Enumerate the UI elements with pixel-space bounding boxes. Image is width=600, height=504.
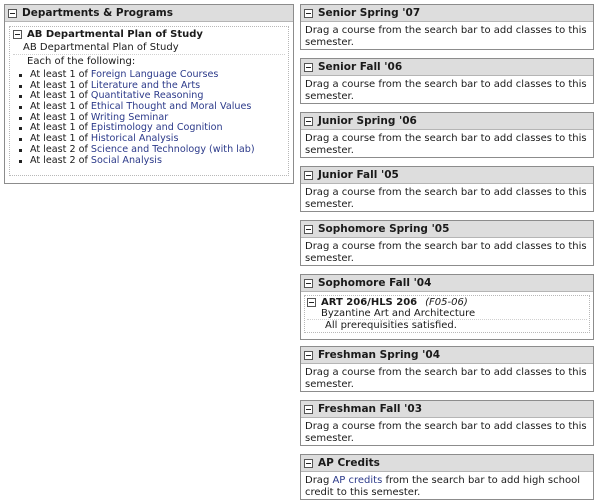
requirement-prefix: At least 1 of [30, 111, 91, 123]
semester-title: Freshman Fall '03 [318, 403, 423, 415]
requirement-prefix: At least 1 of [30, 122, 91, 134]
ap-credits-header [301, 455, 593, 472]
semester-drop-hint: Drag a course from the search bar to add classes to this semester. [305, 79, 587, 102]
requirement-prefix: At least 1 of [30, 90, 91, 102]
requirement-prefix: At least 2 of [30, 143, 91, 155]
collapse-icon[interactable] [304, 9, 313, 18]
course-term: (F05-06) [425, 297, 468, 308]
semester-header [301, 113, 593, 130]
semester-drop-hint: Drag a course from the search bar to add classes to this semester. [305, 421, 587, 444]
semester-header [301, 5, 593, 22]
semester-panel-sophomore-spring-05[interactable] [300, 220, 594, 266]
departments-panel [4, 4, 294, 184]
semester-header [301, 167, 593, 184]
requirement-link[interactable]: Foreign Language Courses [90, 69, 219, 80]
semester-drop-hint: Drag a course from the search bar to add classes to this semester. [305, 133, 587, 156]
semester-drop-hint: Drag a course from the search bar to add classes to this semester. [305, 25, 587, 48]
semester-panel-freshman-fall-03[interactable] [300, 400, 594, 446]
collapse-icon[interactable] [304, 279, 313, 288]
semester-drop-hint: Drag a course from the search bar to add classes to this semester. [305, 241, 587, 264]
ap-credits-title: AP Credits [318, 457, 380, 469]
semester-title: Junior Fall '05 [318, 169, 399, 181]
ap-text-before: Drag [305, 475, 333, 486]
semester-drop-hint: Drag a course from the search bar to add classes to this semester. [305, 187, 587, 210]
collapse-icon[interactable] [304, 171, 313, 180]
course-name: Byzantine Art and Architecture [307, 308, 587, 320]
collapse-icon[interactable] [304, 63, 313, 72]
plan-instruction: Each of the following: [27, 56, 136, 67]
plan-header [13, 29, 285, 40]
semester-header [301, 59, 593, 76]
departments-header [5, 5, 293, 22]
semester-title: Sophomore Spring '05 [318, 223, 450, 235]
requirement-link[interactable]: Literature and the Arts [90, 79, 201, 91]
course-header [307, 297, 587, 308]
requirement-link[interactable]: Writing Seminar [90, 111, 169, 123]
semester-title: Junior Spring '06 [318, 115, 417, 127]
collapse-icon[interactable] [304, 459, 313, 468]
requirement-link[interactable]: Ethical Thought and Moral Values [90, 101, 252, 113]
semester-panel-senior-spring-07[interactable] [300, 4, 594, 50]
requirement-link[interactable]: Science and Technology (with lab) [90, 143, 255, 155]
requirement-item [30, 156, 285, 167]
semester-header [301, 347, 593, 364]
requirement-prefix: At least 1 of [30, 69, 91, 80]
ap-text-after: from the search bar to add high school credit to this semester. [305, 475, 580, 498]
collapse-icon[interactable] [304, 351, 313, 360]
semester-panel-senior-fall-06[interactable] [300, 58, 594, 104]
semester-drop-hint: Drag a course from the search bar to add classes to this semester. [305, 367, 587, 390]
semester-title: Senior Fall '06 [318, 61, 403, 73]
ap-credits-link[interactable]: AP credits [332, 475, 383, 486]
plan-subtitle: AB Departmental Plan of Study [13, 42, 285, 55]
collapse-icon[interactable] [13, 30, 22, 39]
departments-title: Departments & Programs [22, 7, 173, 19]
semester-header [301, 401, 593, 418]
course-code: ART 206/HLS 206 [321, 297, 418, 308]
requirement-prefix: At least 1 of [30, 133, 91, 145]
requirement-link[interactable]: Epistimology and Cognition [90, 122, 223, 134]
semester-header [301, 221, 593, 238]
requirement-prefix: At least 1 of [30, 101, 91, 113]
semester-header [301, 275, 593, 292]
collapse-icon[interactable] [304, 405, 313, 414]
collapse-icon[interactable] [8, 9, 17, 18]
collapse-icon[interactable] [307, 298, 316, 307]
collapse-icon[interactable] [304, 225, 313, 234]
semester-title: Senior Spring '07 [318, 7, 421, 19]
requirement-link[interactable]: Social Analysis [90, 154, 162, 166]
collapse-icon[interactable] [304, 117, 313, 126]
ap-credits-panel[interactable] [300, 454, 594, 500]
prerequisite-status: All prerequisities satisfied. [325, 320, 457, 331]
requirement-prefix: At least 1 of [30, 79, 91, 91]
semester-panel-freshman-spring-04[interactable] [300, 346, 594, 392]
requirement-prefix: At least 2 of [30, 154, 91, 166]
requirement-link[interactable]: Historical Analysis [90, 133, 179, 145]
requirements-list [13, 70, 285, 166]
semester-panel-junior-fall-05[interactable] [300, 166, 594, 212]
plan-title: AB Departmental Plan of Study [27, 29, 203, 40]
requirement-link[interactable]: Quantitative Reasoning [90, 90, 204, 102]
course-card[interactable] [304, 295, 590, 333]
semester-title: Freshman Spring '04 [318, 349, 441, 361]
semester-panel-sophomore-fall-04[interactable] [300, 274, 594, 340]
ap-credits-hint [301, 472, 593, 499]
plan-box [9, 26, 289, 176]
semester-panel-junior-spring-06[interactable] [300, 112, 594, 158]
semester-title: Sophomore Fall '04 [318, 277, 432, 289]
